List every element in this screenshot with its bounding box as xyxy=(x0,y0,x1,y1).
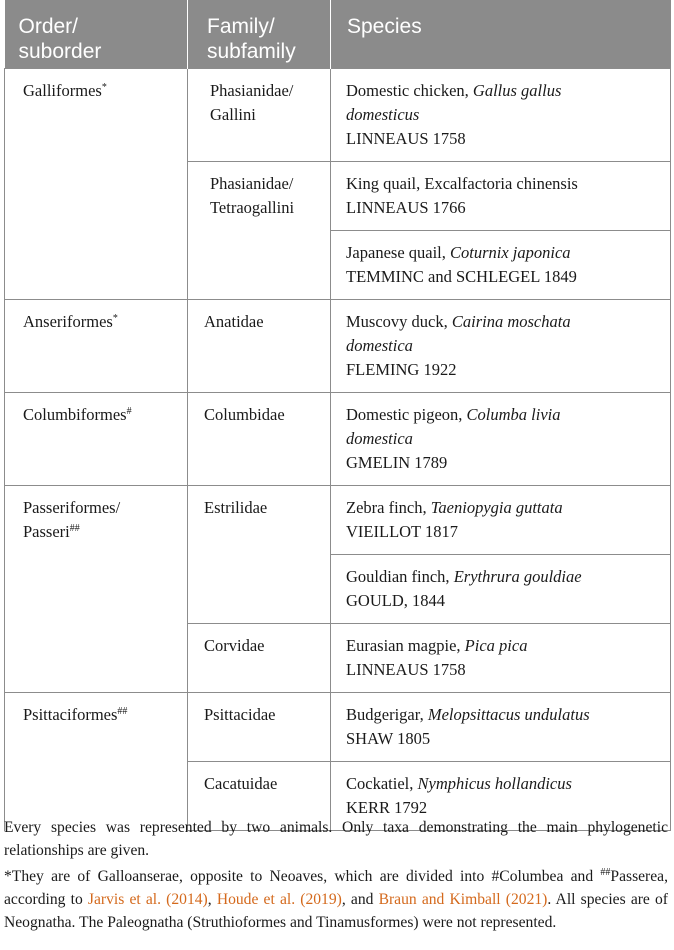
scientific-name: Coturnix japonica xyxy=(450,243,571,262)
order-mark: * xyxy=(112,313,118,324)
species-authority: GMELIN 1789 xyxy=(346,453,448,472)
scientific-name: domestica xyxy=(346,336,413,355)
family-cell xyxy=(188,69,331,162)
species-cell xyxy=(331,162,671,231)
order-mark: # xyxy=(126,406,132,417)
footnote-text: , and xyxy=(341,890,379,908)
family-cell xyxy=(188,300,331,393)
scientific-name: Erythrura gouldiae xyxy=(453,567,582,586)
species-cell xyxy=(331,486,671,555)
species-name: Japanese quail, Coturnix japonica xyxy=(346,243,571,262)
species-cell xyxy=(331,393,671,486)
scientific-name: Columba livia xyxy=(466,405,561,424)
family-name: Estrilidae xyxy=(204,498,268,517)
scientific-name-cont xyxy=(346,427,664,451)
species-name: Domestic chicken, Gallus gallus xyxy=(346,81,562,100)
footnote-text: , xyxy=(207,890,217,908)
family-cell xyxy=(188,162,331,300)
species-name: Eurasian magpie, Pica pica xyxy=(346,636,528,655)
order-name: Galliformes* xyxy=(23,81,107,100)
order-name: Psittaciformes## xyxy=(23,705,128,724)
table-row xyxy=(5,69,671,162)
reference-link[interactable]: Houde et al. (2019) xyxy=(216,890,342,908)
species-table xyxy=(4,0,671,831)
footnote-phylogeny xyxy=(4,865,668,934)
header-species: Species xyxy=(331,0,671,69)
species-cell xyxy=(331,300,671,393)
scientific-name: domestica xyxy=(346,429,413,448)
order-mark: ## xyxy=(69,523,80,534)
family-name: Anatidae xyxy=(204,312,264,331)
species-cell xyxy=(331,693,671,762)
family-name: Phasianidae/ xyxy=(210,174,294,193)
table-header-row xyxy=(5,0,671,69)
reference-link[interactable]: Braun and Kimball (2021) xyxy=(378,890,548,908)
family-name: Psittacidae xyxy=(204,705,276,724)
scientific-name: domesticus xyxy=(346,105,420,124)
species-cell xyxy=(331,69,671,162)
species-authority: LINNEAUS 1758 xyxy=(346,129,466,148)
species-authority: LINNEAUS 1766 xyxy=(346,198,466,217)
order-mark: ## xyxy=(117,706,128,717)
species-name: Zebra finch, Taeniopygia guttata xyxy=(346,498,563,517)
order-cell xyxy=(5,393,188,486)
footnote-text: *They are of Galloanserae, opposite to Neoaves, which are divided into #Columbea and xyxy=(4,867,601,885)
family-name: Phasianidae/ xyxy=(210,81,294,100)
species-authority: FLEMING 1922 xyxy=(346,360,457,379)
species-name: Gouldian finch, Erythrura gouldiae xyxy=(346,567,582,586)
species-authority: KERR 1792 xyxy=(346,798,428,817)
species-authority: VIEILLOT 1817 xyxy=(346,522,458,541)
table-row xyxy=(5,693,671,762)
footnote-text: . All species are of Neognatha. The Paleognatha (Struthioformes and Tinamusformes) were not represented. xyxy=(4,890,669,931)
species-name: Domestic pigeon, Columba livia xyxy=(346,405,561,424)
order-mark: * xyxy=(101,82,107,93)
table-row xyxy=(5,393,671,486)
species-name: King quail, Excalfactoria chinensis xyxy=(346,174,578,193)
species-name: Muscovy duck, Cairina moschata xyxy=(346,312,571,331)
scientific-name: Melopsittacus undulatus xyxy=(427,705,590,724)
family-name: Gallini xyxy=(210,105,256,124)
order-cell xyxy=(5,300,188,393)
order-name: Columbiformes# xyxy=(23,405,132,424)
species-cell xyxy=(331,231,671,300)
order-cell xyxy=(5,486,188,693)
species-name: Budgerigar, Melopsittacus undulatus xyxy=(346,705,590,724)
family-cell xyxy=(188,486,331,624)
family-cell xyxy=(188,693,331,762)
table-row xyxy=(5,300,671,393)
order-cell xyxy=(5,693,188,831)
family-name: Cacatuidae xyxy=(204,774,278,793)
order-cell xyxy=(5,69,188,300)
order-name: Passeriformes/ xyxy=(23,498,121,517)
footnote-representation: Every species was represented by two animals. Only taxa demonstrating the main phylogenetic relationships are given. xyxy=(4,818,668,859)
order-name: Anseriformes* xyxy=(23,312,118,331)
scientific-name-cont xyxy=(346,103,664,127)
header-order: Order/ suborder xyxy=(5,0,188,69)
species-authority: LINNEAUS 1758 xyxy=(346,660,466,679)
family-name: Tetraogallini xyxy=(210,198,295,217)
family-cell xyxy=(188,393,331,486)
scientific-name: Cairina moschata xyxy=(451,312,571,331)
table-row xyxy=(5,486,671,555)
species-cell xyxy=(331,624,671,693)
species-cell xyxy=(331,555,671,624)
species-authority: GOULD, 1844 xyxy=(346,591,445,610)
species-authority: SHAW 1805 xyxy=(346,729,431,748)
family-name: Corvidae xyxy=(204,636,265,655)
species-authority: TEMMINC and SCHLEGEL 1849 xyxy=(346,267,577,286)
scientific-name-cont xyxy=(346,334,664,358)
footnote-mark: ## xyxy=(600,866,611,878)
footnote-text: Passerea, according to xyxy=(4,867,668,908)
scientific-name: Taeniopygia guttata xyxy=(430,498,563,517)
scientific-name: Nymphicus hollandicus xyxy=(417,774,572,793)
species-name: Cockatiel, Nymphicus hollandicus xyxy=(346,774,572,793)
family-cell xyxy=(188,624,331,693)
reference-link[interactable]: Jarvis et al. (2014) xyxy=(87,890,208,908)
family-name: Columbidae xyxy=(204,405,285,424)
table-body xyxy=(5,69,671,831)
order-name-line2: Passeri## xyxy=(23,522,80,541)
header-family: Family/ subfamily xyxy=(188,0,331,69)
scientific-name: Pica pica xyxy=(464,636,528,655)
scientific-name: Gallus gallus xyxy=(472,81,562,100)
